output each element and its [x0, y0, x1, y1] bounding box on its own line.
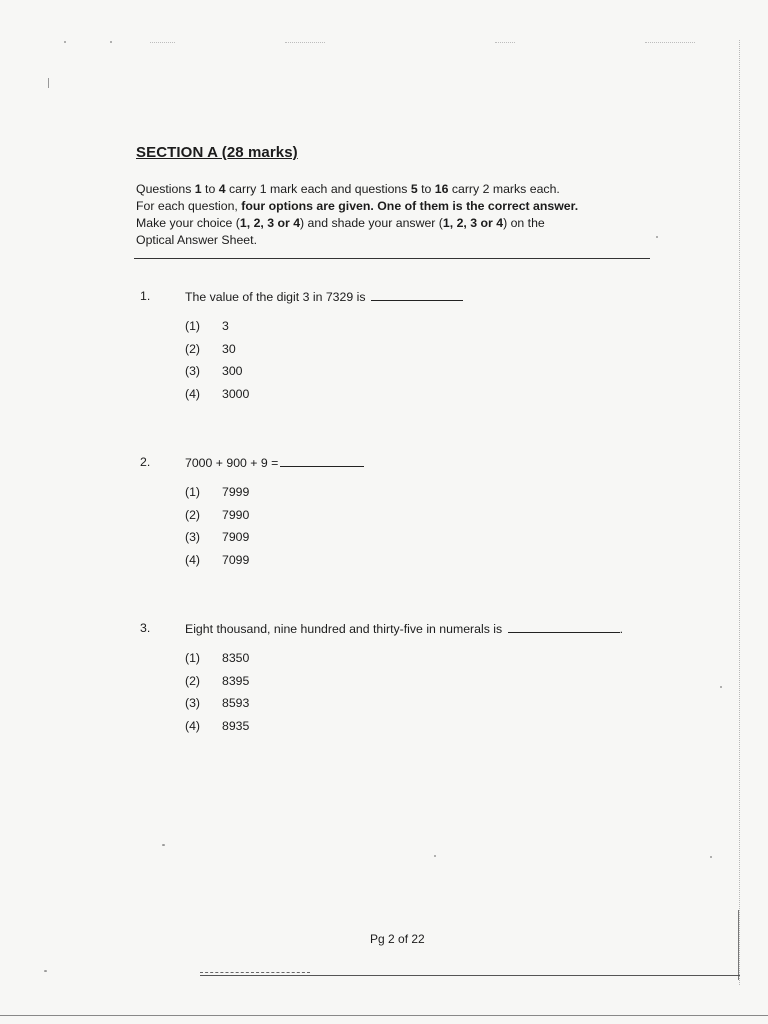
option-value: 300 — [222, 364, 243, 378]
scan-artifact — [434, 855, 436, 857]
scan-artifact — [64, 41, 66, 43]
answer-blank — [508, 621, 620, 633]
option-value: 3 — [222, 319, 229, 333]
option-value: 7990 — [222, 507, 250, 522]
option-label: (4) — [185, 718, 201, 733]
option-label: (1) — [185, 319, 201, 333]
scan-edge — [738, 910, 739, 980]
option-label: (4) — [185, 386, 201, 401]
question-text: The value of the digit 3 in 7329 is — [185, 289, 463, 304]
instruction-line: Make your choice (1, 2, 3 or 4) and shade your answer (1, 2, 3 or 4) on the — [136, 216, 545, 230]
scan-artifact — [44, 970, 47, 972]
instruction-line: Questions 1 to 4 carry 1 mark each and questions 5 to 16 carry 2 marks each. — [136, 182, 560, 196]
option-label: (3) — [185, 364, 201, 378]
option-value: 7099 — [222, 552, 250, 567]
option-value: 3000 — [222, 386, 250, 401]
section-title: SECTION A (28 marks) — [136, 144, 298, 161]
scan-artifact — [150, 42, 175, 43]
scan-artifact — [285, 42, 325, 43]
option-label: (3) — [185, 530, 201, 544]
instructions — [136, 181, 636, 249]
scan-artifact — [48, 78, 49, 88]
option-label: (2) — [185, 673, 201, 688]
option-label: (3) — [185, 696, 201, 710]
scan-artifact — [162, 844, 165, 846]
scan-artifact — [656, 236, 658, 238]
answer-blank — [371, 289, 463, 301]
scan-artifact — [200, 972, 310, 973]
question-text: Eight thousand, nine hundred and thirty-five in numerals is . — [185, 622, 624, 636]
scan-artifact — [710, 856, 712, 858]
option-value: 30 — [222, 341, 236, 356]
option-value: 8593 — [222, 696, 250, 710]
instruction-line: For each question, four options are given. One of them is the correct answer. — [136, 199, 579, 213]
scan-artifact — [645, 42, 695, 43]
question-number: 3. — [140, 621, 151, 635]
page-number: Pg 2 of 22 — [370, 932, 425, 946]
instruction-line: Optical Answer Sheet. — [136, 233, 257, 247]
question-number: 1. — [140, 289, 151, 303]
scan-artifact — [720, 686, 722, 688]
scan-edge — [739, 40, 740, 985]
option-value: 7999 — [222, 485, 250, 499]
scan-edge — [0, 1015, 768, 1016]
section-divider — [134, 258, 650, 259]
option-label: (1) — [185, 485, 201, 499]
answer-blank — [280, 455, 364, 467]
option-value: 8350 — [222, 651, 250, 665]
question-text: 7000 + 900 + 9 = — [185, 455, 364, 470]
option-value: 8935 — [222, 718, 250, 733]
option-value: 8395 — [222, 673, 250, 688]
option-label: (1) — [185, 651, 201, 665]
option-label: (2) — [185, 507, 201, 522]
option-label: (2) — [185, 341, 201, 356]
option-value: 7909 — [222, 530, 250, 544]
scan-artifact — [495, 42, 515, 43]
scan-edge — [200, 975, 740, 976]
scan-artifact — [110, 41, 112, 43]
question-number: 2. — [140, 455, 151, 469]
option-label: (4) — [185, 552, 201, 567]
